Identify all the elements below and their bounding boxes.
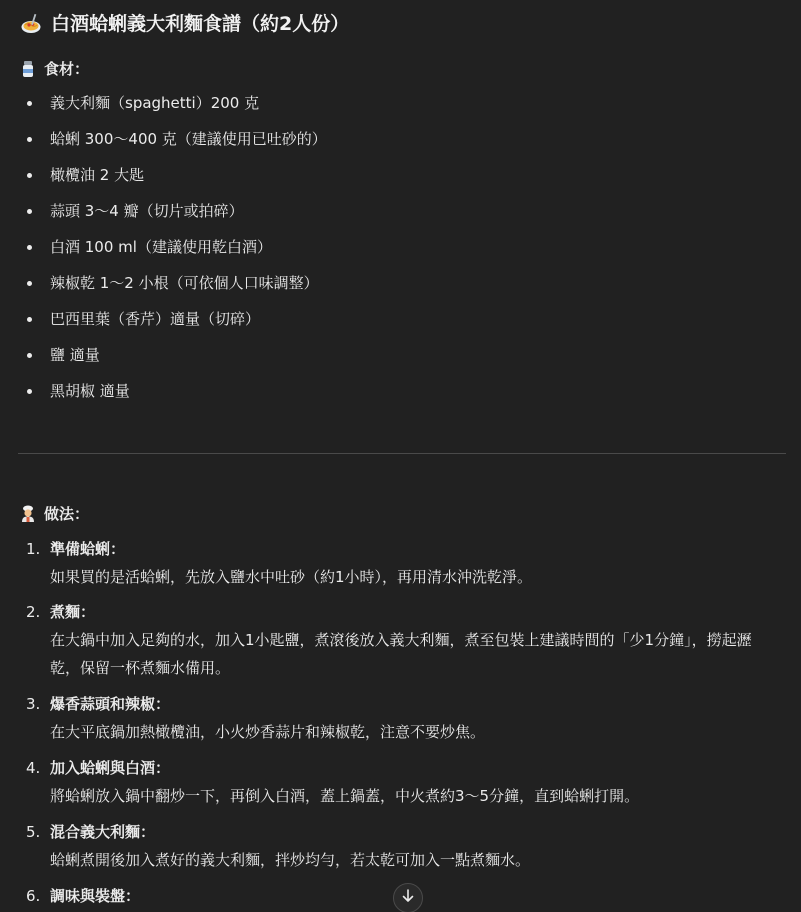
step-body: 在大平底鍋加熱橄欖油，小火炒香蒜片和辣椒乾，注意不要炒焦。	[50, 723, 486, 741]
step-title: 混合義大利麵：	[50, 823, 156, 841]
bullet	[27, 137, 32, 142]
bullet	[27, 389, 32, 394]
ingredient-item: 蒜頭 3～4 瓣（切片或拍碎）	[0, 196, 327, 232]
step-number: 3.	[26, 695, 41, 713]
ingredient-item: 義大利麵（spaghetti）200 克	[0, 88, 327, 124]
ingredients-label: 食材：	[44, 60, 90, 78]
step-item	[0, 882, 780, 910]
salt-shaker-icon	[20, 60, 36, 78]
step-item	[0, 535, 780, 591]
step-title: 準備蛤蜊：	[50, 540, 126, 558]
arrow-down-icon	[401, 888, 415, 908]
section-divider	[18, 453, 786, 454]
page-title: 白酒蛤蜊義大利麵食譜（約2人份）	[51, 13, 350, 35]
cook-icon	[20, 505, 36, 523]
step-number: 2.	[26, 603, 41, 621]
ingredient-item: 白酒 100 ml（建議使用乾白酒）	[0, 232, 327, 268]
step-number: 5.	[26, 823, 41, 841]
bullet	[27, 101, 32, 106]
step-body: 蛤蜊煮開後加入煮好的義大利麵，拌炒均勻，若太乾可加入一點煮麵水。	[50, 851, 531, 869]
step-body: 在大鍋中加入足夠的水，加入1小匙鹽，煮滾後放入義大利麵，煮至包裝上建議時間的「少1分鐘」，撈起瀝乾，保留一杯煮麵水備用。	[50, 631, 752, 677]
spaghetti-icon	[20, 13, 42, 35]
step-title: 煮麵：	[50, 603, 96, 621]
ingredient-item: 橄欖油 2 大匙	[0, 160, 327, 196]
step-number: 4.	[26, 759, 41, 777]
recipe-heading	[20, 10, 349, 38]
ingredients-heading	[20, 58, 89, 80]
ingredient-item: 黑胡椒 適量	[0, 376, 327, 412]
step-body: 將蛤蜊放入鍋中翻炒一下，再倒入白酒，蓋上鍋蓋，中火煮約3～5分鐘，直到蛤蜊打開。	[50, 787, 640, 805]
step-body: 如果買的是活蛤蜊，先放入鹽水中吐砂（約1小時），再用清水沖洗乾淨。	[50, 568, 533, 586]
step-item	[0, 818, 780, 874]
ingredient-item: 鹽 適量	[0, 340, 327, 376]
ingredient-item: 巴西里葉（香芹）適量（切碎）	[0, 304, 327, 340]
bullet	[27, 353, 32, 358]
method-heading	[20, 503, 89, 525]
step-number: 1.	[26, 540, 41, 558]
bullet	[27, 209, 32, 214]
step-item	[0, 598, 780, 682]
bullet	[27, 281, 32, 286]
method-label: 做法：	[44, 505, 90, 523]
step-title: 爆香蒜頭和辣椒：	[50, 695, 171, 713]
step-title: 調味與裝盤：	[50, 887, 141, 905]
ingredient-item: 蛤蜊 300～400 克（建議使用已吐砂的）	[0, 124, 327, 160]
step-item	[0, 690, 780, 746]
scroll-to-bottom-button[interactable]	[393, 883, 423, 912]
ingredient-item: 辣椒乾 1～2 小根（可依個人口味調整）	[0, 268, 327, 304]
step-title: 加入蛤蜊與白酒：	[50, 759, 171, 777]
bullet	[27, 317, 32, 322]
step-item	[0, 754, 780, 810]
bullet	[27, 173, 32, 178]
ingredients-list	[0, 88, 327, 412]
step-number: 6.	[26, 887, 41, 905]
bullet	[27, 245, 32, 250]
